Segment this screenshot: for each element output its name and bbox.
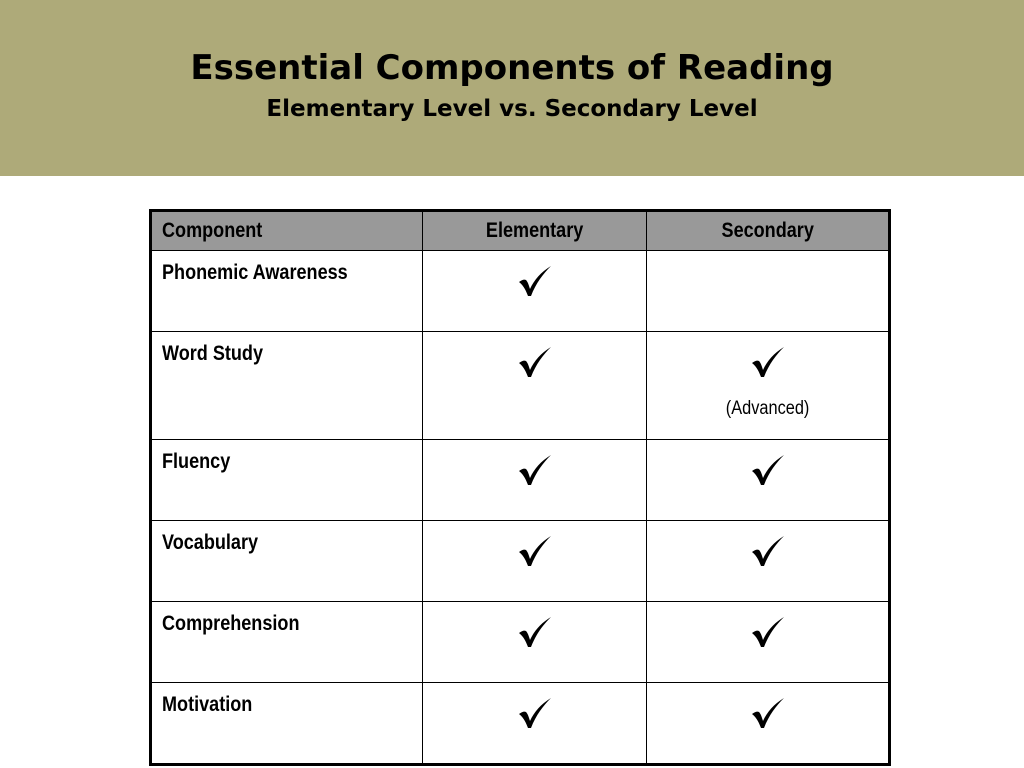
table-row [151, 683, 890, 765]
table-row [151, 521, 890, 602]
component-name: Vocabulary [162, 531, 259, 554]
component-name: Fluency [162, 450, 231, 473]
check-icon [750, 535, 786, 567]
table-body [151, 251, 890, 765]
elementary-cell [423, 521, 647, 602]
component-name: Comprehension [162, 612, 300, 635]
component-name-cell [151, 602, 423, 683]
header-elementary: Elementary [423, 211, 647, 251]
check-icon [750, 346, 786, 378]
component-name: Phonemic Awareness [162, 261, 348, 284]
table-row [151, 332, 890, 440]
secondary-note: (Advanced) [725, 398, 810, 419]
secondary-cell [647, 602, 890, 683]
secondary-cell [647, 440, 890, 521]
check-icon [517, 265, 553, 297]
component-name-cell [151, 332, 423, 440]
elementary-cell [423, 602, 647, 683]
component-name-cell [151, 683, 423, 765]
slide-title: Essential Components of Reading [190, 48, 834, 88]
secondary-cell [647, 521, 890, 602]
check-icon [517, 535, 553, 567]
secondary-cell [647, 332, 890, 440]
component-name-cell [151, 521, 423, 602]
check-icon [517, 616, 553, 648]
elementary-cell [423, 332, 647, 440]
secondary-cell [647, 683, 890, 765]
check-icon [750, 454, 786, 486]
components-table [149, 209, 891, 766]
table-header-row [151, 211, 890, 251]
header-band [0, 0, 1024, 176]
elementary-cell [423, 251, 647, 332]
component-name-cell [151, 251, 423, 332]
header-component: Component [151, 211, 423, 251]
check-icon [517, 454, 553, 486]
check-icon [517, 346, 553, 378]
table-row [151, 602, 890, 683]
elementary-cell [423, 440, 647, 521]
check-icon [517, 697, 553, 729]
secondary-cell [647, 251, 890, 332]
component-name-cell [151, 440, 423, 521]
check-icon [750, 697, 786, 729]
elementary-cell [423, 683, 647, 765]
table-row [151, 251, 890, 332]
slide-subtitle: Elementary Level vs. Secondary Level [266, 96, 758, 122]
table-row [151, 440, 890, 521]
check-icon [750, 616, 786, 648]
header-secondary: Secondary [647, 211, 890, 251]
component-name: Word Study [162, 342, 264, 365]
component-name: Motivation [162, 693, 253, 716]
